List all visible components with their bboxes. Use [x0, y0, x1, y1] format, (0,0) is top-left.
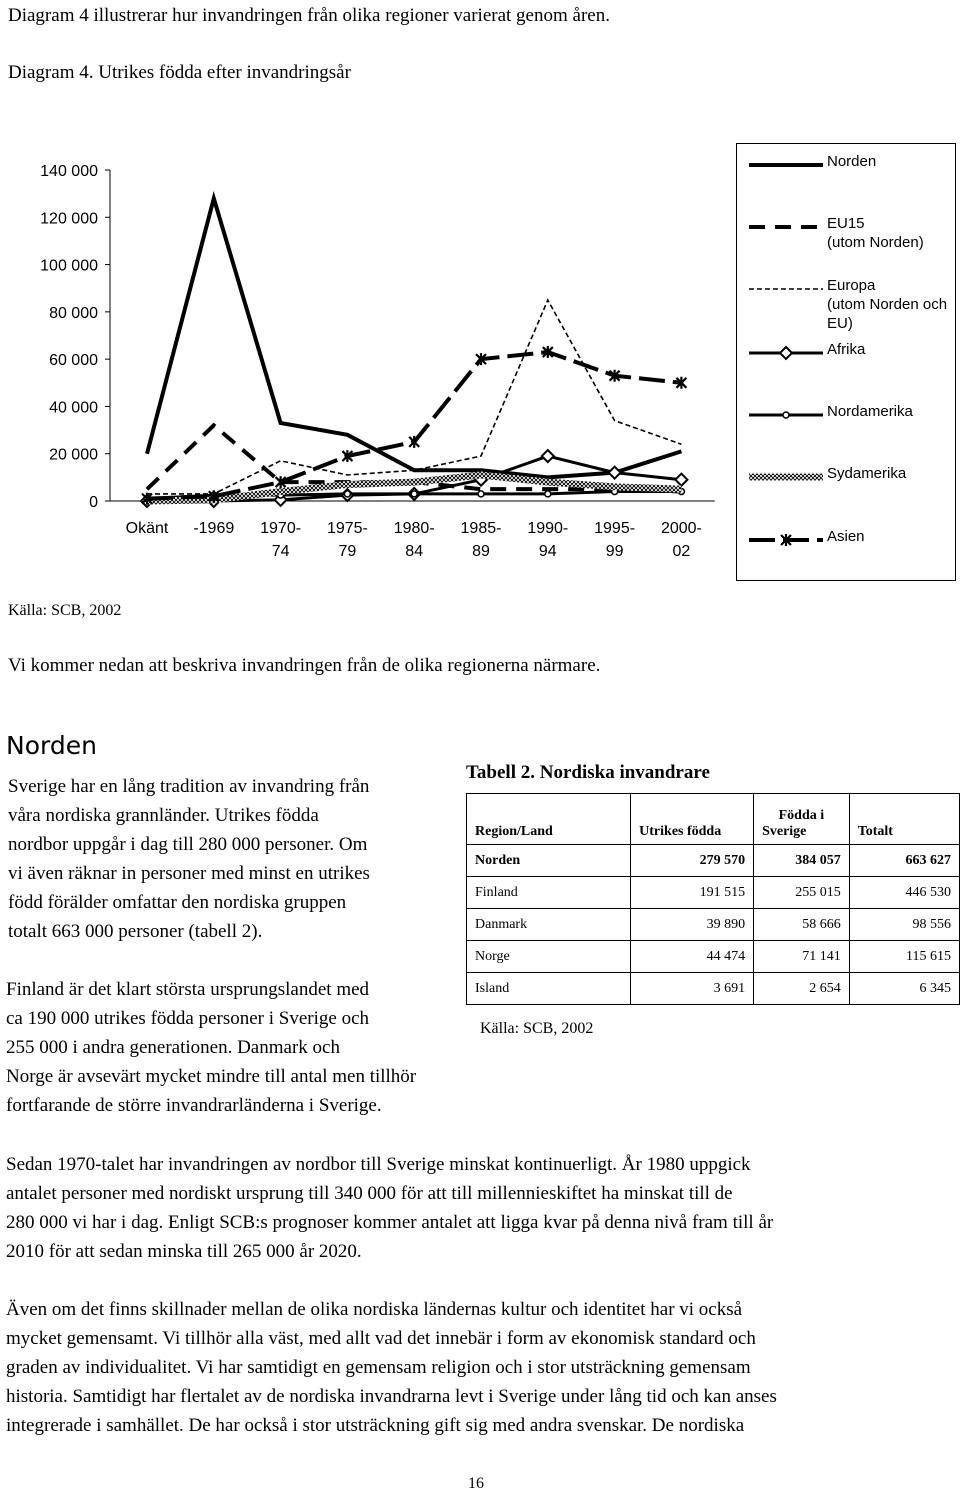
- text-line: antalet personer med nordiskt ursprung till 340 000 för att till millennieskiftet ha minskat till de: [6, 1183, 733, 1204]
- cell-region: Norge: [467, 941, 631, 973]
- y-tick-label: 100 000: [40, 257, 98, 275]
- table-row: [467, 877, 960, 909]
- legend-label: Norden: [827, 153, 877, 170]
- header-utrikes: Utrikes födda: [631, 794, 754, 845]
- data-point-circle: [478, 491, 484, 497]
- legend-item-afrika: [737, 340, 957, 380]
- chart-legend: [736, 143, 956, 581]
- x-tick-label: 1970-74: [260, 520, 302, 560]
- y-tick-label: 0: [89, 494, 98, 511]
- header-fodda-line2: Sverige: [762, 824, 807, 839]
- cell-totalt: 446 530: [849, 877, 959, 909]
- para-culture: [6, 1295, 777, 1440]
- text-line: Sedan 1970-talet har invandringen av nordbor till Sverige minskat kontinuerligt. År 1980 uppgick: [6, 1154, 751, 1175]
- finland-paragraph: [6, 975, 416, 1120]
- legend-swatch: [745, 404, 825, 434]
- series-europa-utom-norden-och-eu: [147, 300, 681, 494]
- x-tick-label: 1995-99: [594, 520, 636, 560]
- legend-marker-circle: [783, 412, 789, 418]
- x-tick-label: 1985-89: [460, 520, 502, 560]
- legend-item-norden: [737, 152, 957, 192]
- text-line: född förälder omfattar den nordiska gruppen: [8, 892, 347, 913]
- text-line: 280 000 vi har i dag. Enligt SCB:s prognoser kommer antalet att ligga kvar på denna nivå fram till år: [6, 1212, 774, 1233]
- text-line: Även om det finns skillnader mellan de olika nordiska ländernas kultur och identitet har vi också: [6, 1299, 743, 1320]
- table-row: [467, 941, 960, 973]
- data-point-diamond: [542, 450, 554, 462]
- section-heading: Norden: [6, 731, 97, 760]
- text-line: Sverige har en lång tradition av invandring från: [8, 776, 370, 797]
- data-point-circle: [411, 491, 417, 497]
- cell-region: Island: [467, 973, 631, 1005]
- series-line: [147, 352, 681, 499]
- data-point-diamond: [675, 474, 687, 486]
- legend-swatch: [745, 466, 825, 496]
- norden-paragraph: [8, 772, 370, 946]
- lead-paragraph: Vi kommer nedan att beskriva invandringen från de olika regionerna närmare.: [8, 655, 601, 676]
- text-line: Finland är det klart största ursprungslandet med: [6, 979, 370, 1000]
- cell-totalt: 98 556: [849, 909, 959, 941]
- header-region: Region/Land: [467, 794, 631, 845]
- legend-swatch: [745, 529, 825, 559]
- text-line: våra nordiska grannländer. Utrikes födda: [8, 805, 319, 826]
- cell-fodda: 2 654: [754, 973, 850, 1005]
- legend-item-asien: [737, 527, 957, 567]
- text-line: mycket gemensamt. Vi tillhör alla väst, med allt vad det innebär i form av ekonomisk standard och: [6, 1328, 756, 1349]
- text-line: 2010 för att sedan minska till 265 000 år 2020.: [6, 1241, 362, 1262]
- cell-utrikes: 44 474: [631, 941, 754, 973]
- y-tick-label: 40 000: [49, 399, 98, 417]
- cell-totalt: 6 345: [849, 973, 959, 1005]
- cell-region: Finland: [467, 877, 631, 909]
- legend-label: Nordamerika: [827, 403, 913, 420]
- text-line: Norge är avsevärt mycket mindre till antal men tillhör: [6, 1066, 417, 1087]
- y-tick-label: 20 000: [49, 446, 98, 464]
- cell-fodda: 58 666: [754, 909, 850, 941]
- legend-swatch: [745, 278, 825, 308]
- cell-region: Norden: [467, 845, 631, 877]
- cell-totalt: 663 627: [849, 845, 959, 877]
- text-line: integrerade i samhället. De har också i stor utsträckning gift sig med andra svenskar. De nordiska: [6, 1415, 745, 1436]
- series-line: [147, 300, 681, 494]
- table-row: [467, 909, 960, 941]
- data-point-circle: [545, 491, 551, 497]
- header-fodda-line1: Födda i: [778, 808, 825, 823]
- table-source: Källa: SCB, 2002: [480, 1020, 594, 1037]
- text-line: nordbor uppgår i dag till 280 000 personer. Om: [8, 834, 368, 855]
- legend-label: EU15 (utom Norden): [827, 215, 924, 251]
- text-line: ca 190 000 utrikes födda personer i Sverige och: [6, 1008, 370, 1029]
- legend-swatch: [745, 216, 825, 246]
- cell-fodda: 71 141: [754, 941, 850, 973]
- y-tick-label: 60 000: [49, 352, 98, 370]
- cell-utrikes: 39 890: [631, 909, 754, 941]
- y-tick-label: 80 000: [49, 304, 98, 322]
- para-1970: [6, 1150, 773, 1266]
- intro-text: Diagram 4 illustrerar hur invandringen från olika regioner varierat genom åren.: [8, 5, 610, 26]
- legend-item-nordamerika: [737, 402, 957, 442]
- legend-label: Afrika: [827, 341, 866, 358]
- text-line: historia. Samtidigt har flertalet av de nordiska invandrarna levt i Sverige under lång tid och kan anses: [6, 1386, 777, 1407]
- table-caption: Tabell 2. Nordiska invandrare: [466, 762, 710, 783]
- table-row: [467, 973, 960, 1005]
- legend-swatch: [745, 154, 825, 184]
- chart-source: Källa: SCB, 2002: [8, 602, 122, 619]
- text-line: vi även räknar in personer med minst en utrikes: [8, 863, 370, 884]
- x-tick-label: Okänt: [125, 520, 169, 537]
- text-line: fortfarande de större invandrarländerna i Sverige.: [6, 1095, 382, 1116]
- y-tick-label: 140 000: [40, 163, 98, 180]
- cell-fodda: 255 015: [754, 877, 850, 909]
- legend-item-europa-utom-norden-och-eu: [737, 276, 957, 332]
- cell-fodda: 384 057: [754, 845, 850, 877]
- page-number: 16: [468, 1475, 484, 1492]
- legend-item-sydamerika: [737, 464, 957, 504]
- x-tick-label: 2000-02: [660, 520, 702, 560]
- text-line: graden av individualitet. Vi har samtidigt en gemensam religion och i stor utsträckning gemensam: [6, 1357, 751, 1378]
- x-tick-label: 1975-79: [326, 520, 368, 560]
- cell-utrikes: 191 515: [631, 877, 754, 909]
- legend-label: Sydamerika: [827, 465, 907, 482]
- y-tick-label: 120 000: [40, 210, 98, 228]
- header-totalt: Totalt: [849, 794, 959, 845]
- table-header-row: [467, 794, 960, 845]
- chart-caption: Diagram 4. Utrikes födda efter invandringsår: [8, 62, 351, 83]
- cell-totalt: 115 615: [849, 941, 959, 973]
- cell-utrikes: 279 570: [631, 845, 754, 877]
- text-line: 255 000 i andra generationen. Danmark och: [6, 1037, 340, 1058]
- header-fodda: [754, 794, 850, 845]
- legend-swatch: [745, 342, 825, 372]
- legend-label: Asien: [827, 528, 865, 545]
- table-row: [467, 845, 960, 877]
- x-tick-label: 1980-84: [393, 520, 435, 560]
- cell-utrikes: 3 691: [631, 973, 754, 1005]
- legend-item-eu15-utom-norden: [737, 214, 957, 254]
- legend-label: Europa (utom Norden och EU): [827, 277, 948, 332]
- line-chart: [0, 140, 736, 590]
- legend-marker-diamond: [780, 347, 792, 359]
- nordic-table: [466, 793, 960, 1005]
- text-line: totalt 663 000 personer (tabell 2).: [8, 921, 263, 942]
- data-point-circle: [344, 491, 350, 497]
- x-tick-label: 1990-94: [527, 520, 569, 560]
- data-point-diamond: [609, 467, 621, 479]
- data-point-star: [409, 436, 419, 448]
- cell-region: Danmark: [467, 909, 631, 941]
- x-tick-label: -1969: [193, 520, 235, 537]
